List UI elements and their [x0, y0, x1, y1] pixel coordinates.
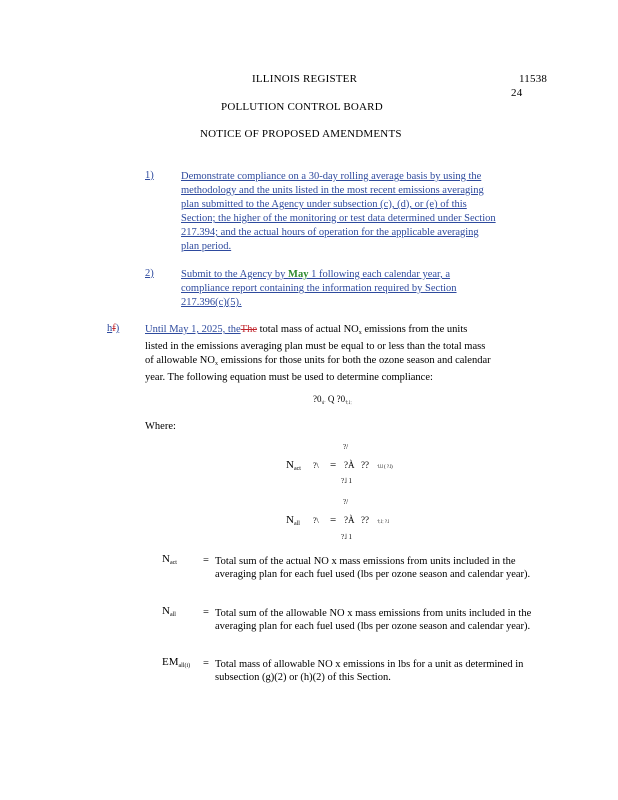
- item-1-line: 217.394; and the actual hours of operation for the applicable averaging: [181, 227, 479, 238]
- eq2-sum: ?À: [344, 515, 355, 525]
- item-1-line: Demonstrate compliance on a 30-day rolling average basis by using the: [181, 171, 482, 182]
- eq1-sum: ?À: [344, 460, 355, 470]
- item-h-text: [145, 323, 540, 385]
- eq1-lhs: [286, 459, 301, 472]
- eq2-term-symbol: ??: [361, 515, 369, 525]
- item-h-label-old: f: [112, 323, 116, 334]
- eq2-equals: =: [330, 514, 337, 526]
- eq1-term: [361, 460, 393, 470]
- def-equals: =: [203, 555, 209, 566]
- eq2-term: [361, 515, 389, 525]
- item-h-struck: The: [240, 324, 257, 335]
- item-2-line1-b: 1 following each calendar year, a: [308, 269, 451, 280]
- eq1-term-sub: ˦˩˩ ( ?˩): [377, 465, 393, 470]
- item-h-line: [145, 354, 540, 371]
- item-h-line1-rest: total mass of actual NO: [257, 324, 359, 335]
- notice-heading: NOTICE OF PROPOSED AMENDMENTS: [200, 128, 402, 140]
- eq2-paren: ?\: [313, 516, 319, 525]
- eq1-lhs-symbol: N: [286, 459, 294, 471]
- main-eq-operator: Q: [327, 394, 335, 404]
- def-symbol-sub: all(i): [178, 663, 191, 669]
- eq2-term-sub: ˦ː˩ː ?˩: [377, 520, 389, 525]
- board-name: POLLUTION CONTROL BOARD: [221, 101, 383, 113]
- item-1-line: methodology and the units listed in the most recent emissions averaging: [181, 185, 484, 196]
- page-sub-number: 24: [511, 87, 523, 99]
- item-1-text: [181, 170, 536, 254]
- eq2-lhs-sub: all: [293, 521, 300, 527]
- eq1-term-symbol: ??: [361, 460, 369, 470]
- eq1-equals: =: [330, 459, 337, 471]
- def-symbol-nall: [162, 605, 176, 618]
- def-text-nact: Total sum of the actual NO x mass emissions from units included in the averaging plan for each fuel used (lbs per ozone season and calendar year).: [215, 556, 531, 580]
- def-symbol: N: [162, 605, 170, 617]
- item-h-line1-end: emissions from the units: [361, 324, 468, 335]
- item-h-line: listed in the emissions averaging plan must be equal to or less than the total mass: [145, 341, 486, 352]
- def-symbol: EM: [162, 656, 179, 668]
- item-2-number: 2): [145, 268, 154, 279]
- def-symbol-emall: [162, 656, 190, 669]
- def-symbol-sub: act: [169, 560, 177, 566]
- item-h-line: year. The following equation must be used to determine compliance:: [145, 372, 433, 383]
- item-2-line: 217.396(c)(5).: [181, 297, 242, 308]
- item-1-line: plan period.: [181, 241, 232, 252]
- item-1-line: Section; the higher of the monitoring or test data determined under Section: [181, 213, 496, 224]
- page-number: 11538: [519, 73, 548, 85]
- item-1-number: 1): [145, 170, 154, 181]
- main-eq-left-sub: ˦˩˩ˑ: [321, 401, 326, 406]
- item-h-line3-a: of allowable NO: [145, 355, 215, 366]
- main-eq-right: ?0: [336, 394, 346, 404]
- def-symbol: N: [162, 553, 170, 565]
- def-symbol-sub: all: [169, 612, 176, 618]
- def-text-emall: Total mass of allowable NO x emissions in lbs for a unit as determined in subsection (g)(2) or (h)(2) of this Section.: [215, 659, 524, 683]
- eq2-lhs: [286, 514, 300, 527]
- item-h-line1-sub: x: [358, 330, 362, 336]
- eq1-lhs-sub: act: [293, 466, 301, 472]
- eq1-upper-limit: ?/: [343, 443, 349, 451]
- item-2-may: May: [288, 269, 309, 280]
- item-h-line3-sub: x: [214, 361, 218, 367]
- item-h-inserted: Until May 1, 2025, the: [145, 324, 241, 335]
- eq1-lower-limit: ?˩ 1: [341, 477, 353, 485]
- item-2-line1-a: Submit to the Agency by: [181, 269, 289, 280]
- def-equals: =: [203, 658, 209, 669]
- item-2-line: compliance report containing the information required by Section: [181, 283, 457, 294]
- item-h-label-close: ): [115, 323, 120, 334]
- item-2-line: [181, 268, 536, 282]
- item-1-line: plan submitted to the Agency under subsection (c), (d), or (e) of this: [181, 199, 467, 210]
- eq1-paren: ?\: [313, 461, 319, 470]
- main-equation: [313, 394, 352, 406]
- where-label: Where:: [145, 421, 176, 432]
- item-2-text: [181, 268, 536, 310]
- main-eq-right-sub: ˦ː˩ː: [345, 401, 352, 406]
- item-h-label-new: h: [107, 323, 113, 334]
- main-eq-left: ?0: [313, 394, 322, 404]
- def-text-nall: Total sum of the allowable NO x mass emissions from units included in the averaging plan for each fuel used (lbs per ozone season and calendar year).: [215, 608, 532, 632]
- eq2-lower-limit: ?˩ 1: [341, 533, 353, 541]
- item-h-label: [107, 323, 119, 334]
- register-title: ILLINOIS REGISTER: [252, 73, 358, 85]
- eq2-lhs-symbol: N: [286, 514, 294, 526]
- def-equals: =: [203, 607, 209, 618]
- item-h-line: [145, 323, 540, 340]
- def-symbol-nact: [162, 553, 177, 566]
- item-h-line3-b: emissions for those units for both the ozone season and calendar: [217, 355, 491, 366]
- eq2-upper-limit: ?/: [343, 498, 349, 506]
